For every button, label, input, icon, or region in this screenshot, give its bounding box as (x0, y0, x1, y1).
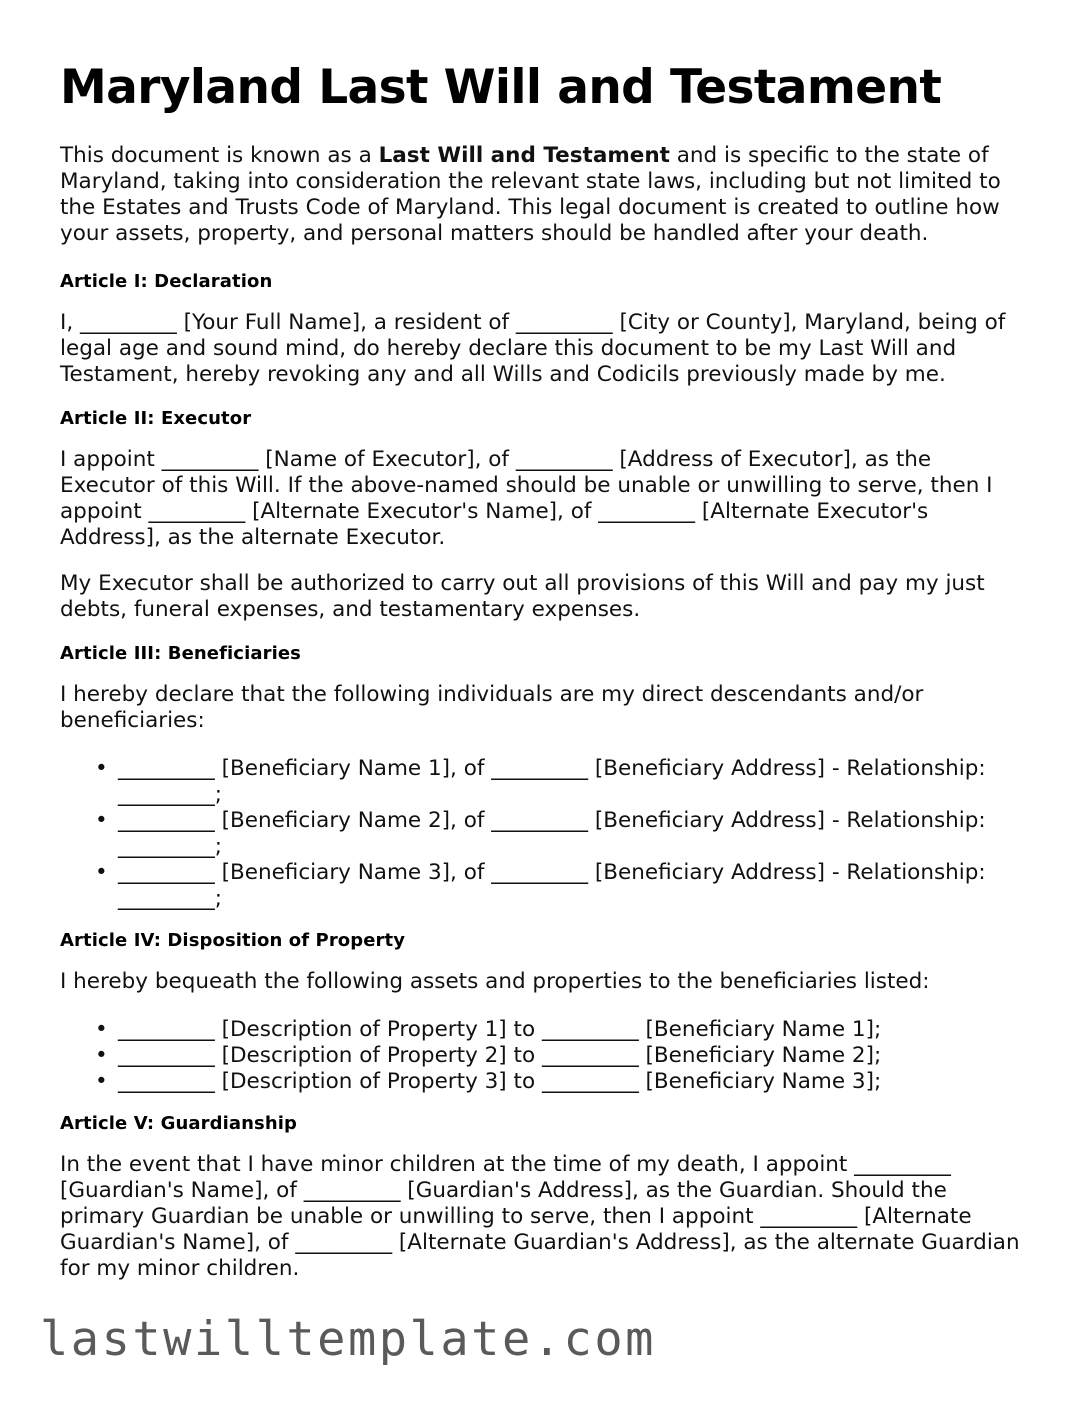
intro-bold-phrase: Last Will and Testament (378, 142, 670, 168)
article-5-paragraph-1: In the event that I have minor children at the time of my death, I appoint _________ [Guardian's Name], of _________ [Guardian's Address], as the Guardian. Should the primary Guardian be unable or unwilling to serve, then I appoint _________ [Alternate Guardian's Name], of _________ [Alternate Guardian's Address], as the alternate Guardian for my minor children. (60, 1151, 1020, 1281)
beneficiary-list (60, 756, 1020, 912)
article-4-paragraph-1: I hereby bequeath the following assets and properties to the beneficiaries listed: (60, 968, 930, 994)
list-item: • _________ [Description of Property 3] to _________ [Beneficiary Name 3]; (60, 1069, 1020, 1095)
intro-text-after-bold: and is specific to the state of Maryland, taking into consideration the relevant state laws, including but not limited to the Estates and Trusts Code of Maryland. This legal document is created to outline how your assets, property, and personal matters should be handled after your death. (60, 142, 1001, 246)
watermark: lastwilltemplate.com (40, 1312, 656, 1367)
property-list (60, 1017, 1020, 1095)
list-item: • _________ [Beneficiary Name 1], of _________ [Beneficiary Address] - Relationship: _________; (60, 756, 1020, 808)
article-heading-3: Article III: Beneficiaries (60, 642, 301, 664)
article-heading-1: Article I: Declaration (60, 270, 273, 292)
list-item: • _________ [Description of Property 1] to _________ [Beneficiary Name 1]; (60, 1017, 1020, 1043)
article-heading-2: Article II: Executor (60, 407, 252, 429)
page-title: Maryland Last Will and Testament (60, 60, 942, 115)
intro-paragraph (60, 143, 1020, 247)
list-item: • _________ [Description of Property 2] to _________ [Beneficiary Name 2]; (60, 1043, 1020, 1069)
intro-text-before-bold: This document is known as a (60, 142, 379, 168)
article-heading-5: Article V: Guardianship (60, 1112, 297, 1134)
article-heading-4: Article IV: Disposition of Property (60, 929, 406, 951)
article-1-paragraph-1: I, _________ [Your Full Name], a resident of _________ [City or County], Maryland, being of legal age and sound mind, do hereby declare this document to be my Last Will and Testament, hereby revoking any and all Wills and Codicils previously made by me. (60, 309, 1006, 387)
article-3-paragraph-1: I hereby declare that the following individuals are my direct descendants and/or beneficiaries: (60, 681, 924, 733)
article-2-paragraph-2: My Executor shall be authorized to carry out all provisions of this Will and pay my just debts, funeral expenses, and testamentary expenses. (60, 570, 985, 622)
list-item: • _________ [Beneficiary Name 2], of _________ [Beneficiary Address] - Relationship: _________; (60, 808, 1020, 860)
document-content (60, 62, 1020, 1302)
article-2-paragraph-1: I appoint _________ [Name of Executor], of _________ [Address of Executor], as the Executor of this Will. If the above-named should be unable or unwilling to serve, then I appoint _________ [Alternate Executor's Name], of _________ [Alternate Executor's Address], as the alternate Executor. (60, 446, 993, 550)
list-item: • _________ [Beneficiary Name 3], of _________ [Beneficiary Address] - Relationship: _________; (60, 860, 1020, 912)
